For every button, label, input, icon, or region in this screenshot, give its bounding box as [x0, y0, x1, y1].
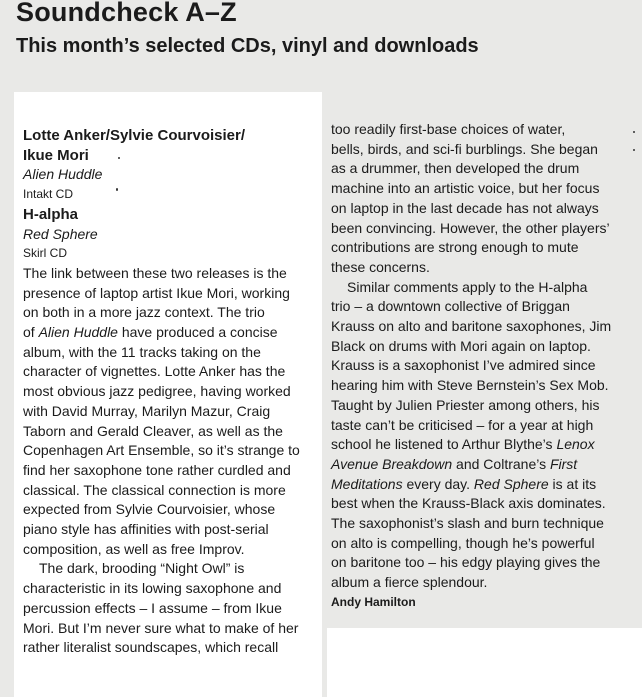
text-line: character of vignettes. Lotte Anker has the [23, 363, 286, 380]
text-line: machine into an artistic voice, but her focus [331, 180, 600, 197]
release1-artist-line2: Ikue Mori [23, 146, 89, 164]
text-line: as a drummer, then developed the drum [331, 160, 580, 177]
text-line: characteristic in its lowing saxophone and [23, 580, 282, 597]
text-line: Similar comments apply to the H-alpha [347, 278, 588, 295]
review-column-right [331, 120, 639, 613]
text-line: on baritone too – his edgy playing gives the [331, 554, 601, 571]
release1-album-title: Alien Huddle [23, 166, 103, 183]
text-line: Krauss is a saxophonist I’ve admired since [331, 357, 596, 374]
text-line: composition, as well as free Improv. [23, 540, 245, 557]
text-line: Mori. But I’m never sure what to make of her [23, 619, 299, 636]
text-line: bells, birds, and sci-fi burblings. She began [331, 140, 598, 157]
text-line: Krauss on alto and baritone saxophones, Jim [331, 318, 612, 335]
text-line: expected from Sylvie Courvoisier, whose [23, 501, 276, 518]
release2-album-title: Red Sphere [23, 225, 98, 242]
release2-artist: H-alpha [23, 205, 79, 223]
text-line: most obvious jazz pedigree, having worked [23, 383, 291, 400]
review-column-left [23, 126, 319, 658]
print-speck [633, 149, 635, 151]
text-line: taste can’t be criticised – for a year at high [331, 416, 594, 433]
review-body-part1 [23, 264, 319, 658]
text-line: too readily first-base choices of water, [331, 121, 566, 137]
text-line: Meditations every day. Red Sphere is at its [331, 475, 597, 492]
text-line: Taborn and Gerald Cleaver, as well as the [23, 422, 283, 439]
text-line: contributions are strong enough to mute [331, 239, 579, 256]
text-line: Avenue Breakdown and Coltrane’s First [331, 455, 578, 472]
print-speck [116, 188, 118, 191]
review-body-part2 [331, 120, 639, 593]
text-line: Black on drums with Mori again on laptop. [331, 337, 591, 354]
print-speck [118, 157, 120, 159]
text-line: been convincing. However, the other players’ [331, 219, 610, 236]
text-line: Taught by Julien Priester among others, his [331, 396, 600, 413]
text-line: trio – a downtown collective of Briggan [331, 298, 570, 315]
text-line: school he listened to Arthur Blythe’s Lenox [331, 436, 595, 453]
text-line: The link between these two releases is the [23, 264, 287, 281]
text-line: these concerns. [331, 258, 430, 275]
text-line: piano style has affinities with post-serial [23, 521, 269, 538]
text-line: The saxophonist’s slash and burn technique [331, 515, 604, 532]
text-line: on both in a more jazz context. The trio [23, 304, 265, 321]
page-subtitle: This month’s selected CDs, vinyl and downloads [16, 35, 479, 57]
text-line: on alto is compelling, though he’s powerful [331, 534, 595, 551]
text-line: with David Murray, Marilyn Mazur, Craig [23, 402, 271, 419]
text-line: of Alien Huddle have produced a concise [23, 324, 278, 341]
release1-artist-line1: Lotte Anker/Sylvie Courvoisier/ [23, 127, 246, 144]
text-line: classical. The classical connection is more [23, 481, 286, 498]
print-speck [633, 131, 635, 133]
text-line: find her saxophone tone rather curdled and [23, 461, 291, 478]
page-title: Soundcheck A–Z [16, 0, 237, 27]
text-line: The dark, brooding “Night Owl” is [39, 560, 245, 577]
lower-panel-background [327, 628, 642, 697]
text-line: Copenhagen Art Ensemble, so it’s strange to [23, 442, 300, 459]
release2-label: Skirl CD [23, 246, 67, 261]
byline: Andy Hamilton [331, 594, 416, 609]
text-line: on laptop in the last decade has not always [331, 199, 599, 216]
text-line: rather literalist soundscapes, which recall [23, 639, 279, 656]
text-line: album, with the 11 tracks taking on the [23, 343, 261, 360]
text-line: best when the Krauss-Black axis dominates. [331, 495, 606, 512]
release1-label: Intakt CD [23, 187, 74, 202]
text-line: percussion effects – I assume – from Ikue [23, 599, 282, 616]
text-line: album a fierce splendour. [331, 574, 488, 591]
text-line: hearing him with Steve Bernstein’s Sex Mob. [331, 377, 609, 394]
text-line: presence of laptop artist Ikue Mori, working [23, 284, 290, 301]
